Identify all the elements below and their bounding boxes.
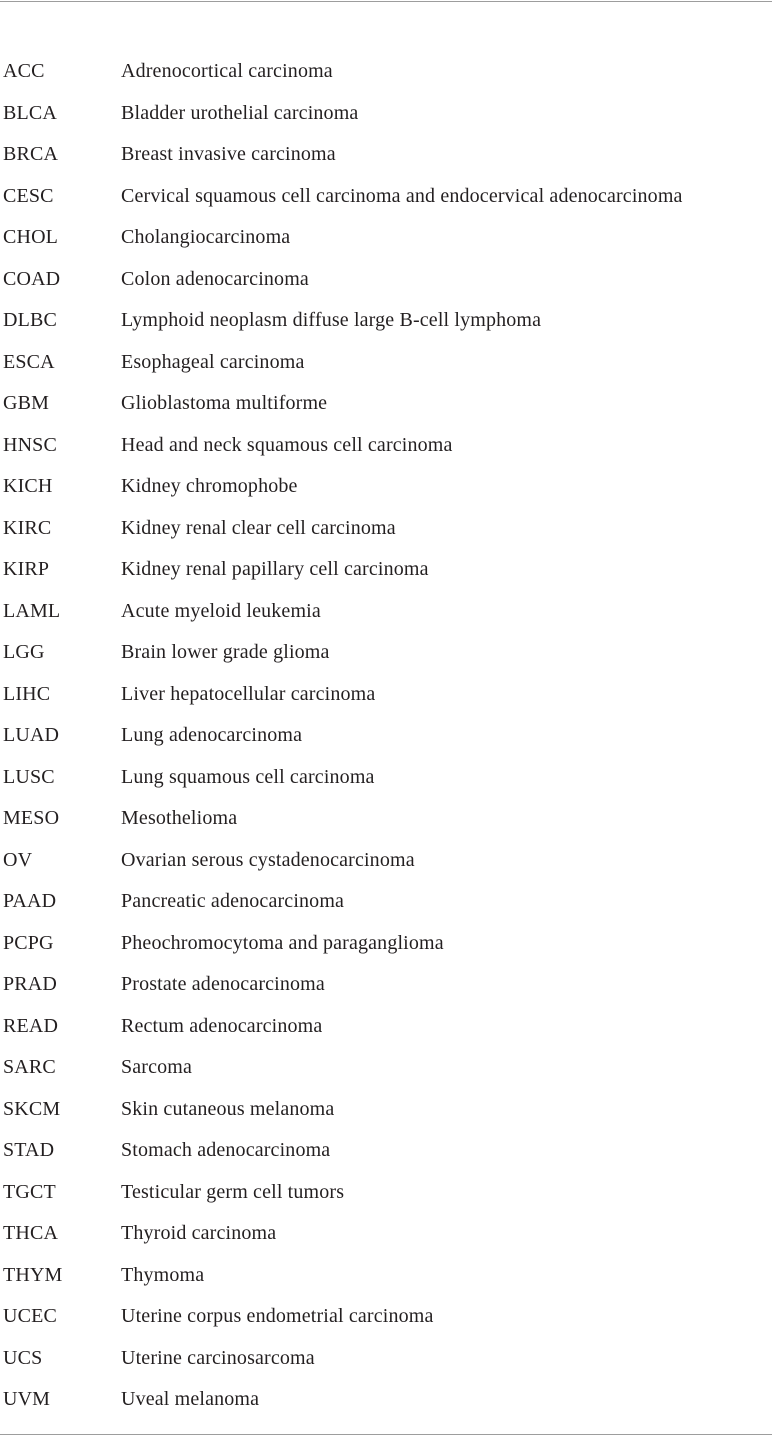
cancer-abbreviation: LGG (3, 641, 45, 663)
cancer-full-name: Head and neck squamous cell carcinoma (121, 433, 453, 456)
cancer-abbreviation: READ (3, 1014, 59, 1037)
cancer-abbreviation: CHOL (3, 226, 59, 248)
table-row (0, 1379, 772, 1421)
cancer-full-name: Bladder urothelial carcinoma (121, 101, 359, 124)
table-row (0, 964, 772, 1006)
table-top-rule (0, 1, 772, 2)
cancer-abbreviation: PCPG (3, 931, 54, 954)
cancer-full-name: Lung squamous cell carcinoma (121, 765, 375, 788)
cancer-abbreviation: KIRC (3, 516, 52, 539)
cancer-abbreviation: ACC (3, 60, 45, 82)
cancer-full-name: Liver hepatocellular carcinoma (121, 682, 376, 705)
cancer-full-name: Glioblastoma multiforme (121, 392, 328, 414)
cancer-abbreviation: SKCM (3, 1097, 61, 1120)
cancer-abbreviation: THCA (3, 1222, 59, 1244)
table-row (0, 1006, 772, 1048)
table-row (0, 93, 772, 135)
cancer-abbreviation: THYM (3, 1263, 63, 1286)
cancer-abbreviation: COAD (3, 267, 61, 290)
table-row (0, 383, 772, 425)
cancer-full-name: Kidney renal clear cell carcinoma (121, 516, 396, 539)
cancer-abbreviation: LUAD (3, 724, 60, 746)
table-row (0, 217, 772, 259)
table-row (0, 1213, 772, 1255)
cancer-full-name: Pancreatic adenocarcinoma (121, 890, 345, 912)
table-row (0, 1089, 772, 1131)
cancer-full-name: Adrenocortical carcinoma (121, 60, 333, 82)
table-row (0, 51, 772, 93)
cancer-abbreviation: BRCA (3, 143, 59, 165)
cancer-abbreviation: LAML (3, 599, 61, 622)
cancer-full-name: Acute myeloid leukemia (121, 599, 321, 622)
cancer-full-name: Cervical squamous cell carcinoma and endocervical adenocarcinoma (121, 184, 683, 207)
table-row (0, 508, 772, 550)
table-row (0, 1296, 772, 1338)
table-row (0, 1172, 772, 1214)
cancer-full-name: Kidney renal papillary cell carcinoma (121, 558, 429, 580)
cancer-full-name: Sarcoma (121, 1056, 193, 1078)
cancer-abbreviation: HNSC (3, 433, 57, 456)
cancer-full-name: Esophageal carcinoma (121, 350, 305, 373)
cancer-full-name: Testicular germ cell tumors (121, 1180, 345, 1203)
cancer-abbreviation: TGCT (3, 1180, 56, 1203)
table-row (0, 881, 772, 923)
cancer-abbreviation: PRAD (3, 973, 57, 995)
cancer-full-name: Uveal melanoma (121, 1388, 260, 1410)
cancer-full-name: Colon adenocarcinoma (121, 267, 309, 290)
cancer-full-name: Thymoma (121, 1263, 205, 1286)
table-row (0, 425, 772, 467)
cancer-abbreviation: KICH (3, 475, 53, 497)
cancer-abbreviation: UCEC (3, 1305, 57, 1327)
table-row (0, 923, 772, 965)
table-row (0, 1338, 772, 1380)
table-row (0, 259, 772, 301)
table-row (0, 674, 772, 716)
table-row (0, 1130, 772, 1172)
cancer-abbreviation: GBM (3, 392, 50, 414)
cancer-full-name: Lung adenocarcinoma (121, 724, 303, 746)
table-row (0, 840, 772, 882)
cancer-full-name: Cholangiocarcinoma (121, 226, 291, 248)
table-row (0, 176, 772, 218)
table-row (0, 1255, 772, 1297)
cancer-full-name: Ovarian serous cystadenocarcinoma (121, 848, 415, 871)
cancer-full-name: Mesothelioma (121, 807, 238, 829)
table-row (0, 798, 772, 840)
cancer-abbreviation: ESCA (3, 350, 55, 373)
table-row (0, 466, 772, 508)
cancer-abbreviation: BLCA (3, 101, 57, 124)
table-row (0, 1047, 772, 1089)
cancer-abbreviation: CESC (3, 184, 54, 207)
cancer-full-name: Skin cutaneous melanoma (121, 1097, 335, 1120)
table-row (0, 715, 772, 757)
cancer-full-name: Pheochromocytoma and paraganglioma (121, 931, 444, 954)
abbreviation-table (0, 51, 772, 1421)
cancer-full-name: Brain lower grade glioma (121, 641, 330, 663)
table-row (0, 342, 772, 384)
cancer-full-name: Kidney chromophobe (121, 475, 298, 497)
cancer-full-name: Rectum adenocarcinoma (121, 1014, 323, 1037)
cancer-full-name: Prostate adenocarcinoma (121, 973, 325, 995)
cancer-abbreviation: OV (3, 848, 33, 871)
cancer-abbreviation: PAAD (3, 890, 57, 912)
cancer-abbreviation: KIRP (3, 558, 50, 580)
table-row (0, 757, 772, 799)
table-row (0, 591, 772, 633)
cancer-full-name: Stomach adenocarcinoma (121, 1139, 331, 1161)
cancer-abbreviation: SARC (3, 1056, 56, 1078)
table-bottom-rule (0, 1434, 772, 1435)
cancer-abbreviation: MESO (3, 807, 60, 829)
cancer-full-name: Thyroid carcinoma (121, 1222, 277, 1244)
table-row (0, 134, 772, 176)
cancer-full-name: Breast invasive carcinoma (121, 143, 336, 165)
cancer-abbreviation: UVM (3, 1388, 51, 1410)
cancer-abbreviation: LIHC (3, 682, 51, 705)
table-row (0, 300, 772, 342)
table-row (0, 632, 772, 674)
cancer-full-name: Lymphoid neoplasm diffuse large B-cell lymphoma (121, 309, 542, 331)
cancer-abbreviation: STAD (3, 1139, 55, 1161)
table-row (0, 549, 772, 591)
cancer-abbreviation: UCS (3, 1346, 43, 1369)
cancer-abbreviation: DLBC (3, 309, 57, 331)
cancer-full-name: Uterine carcinosarcoma (121, 1346, 315, 1369)
cancer-full-name: Uterine corpus endometrial carcinoma (121, 1305, 434, 1327)
cancer-abbreviation: LUSC (3, 765, 55, 788)
